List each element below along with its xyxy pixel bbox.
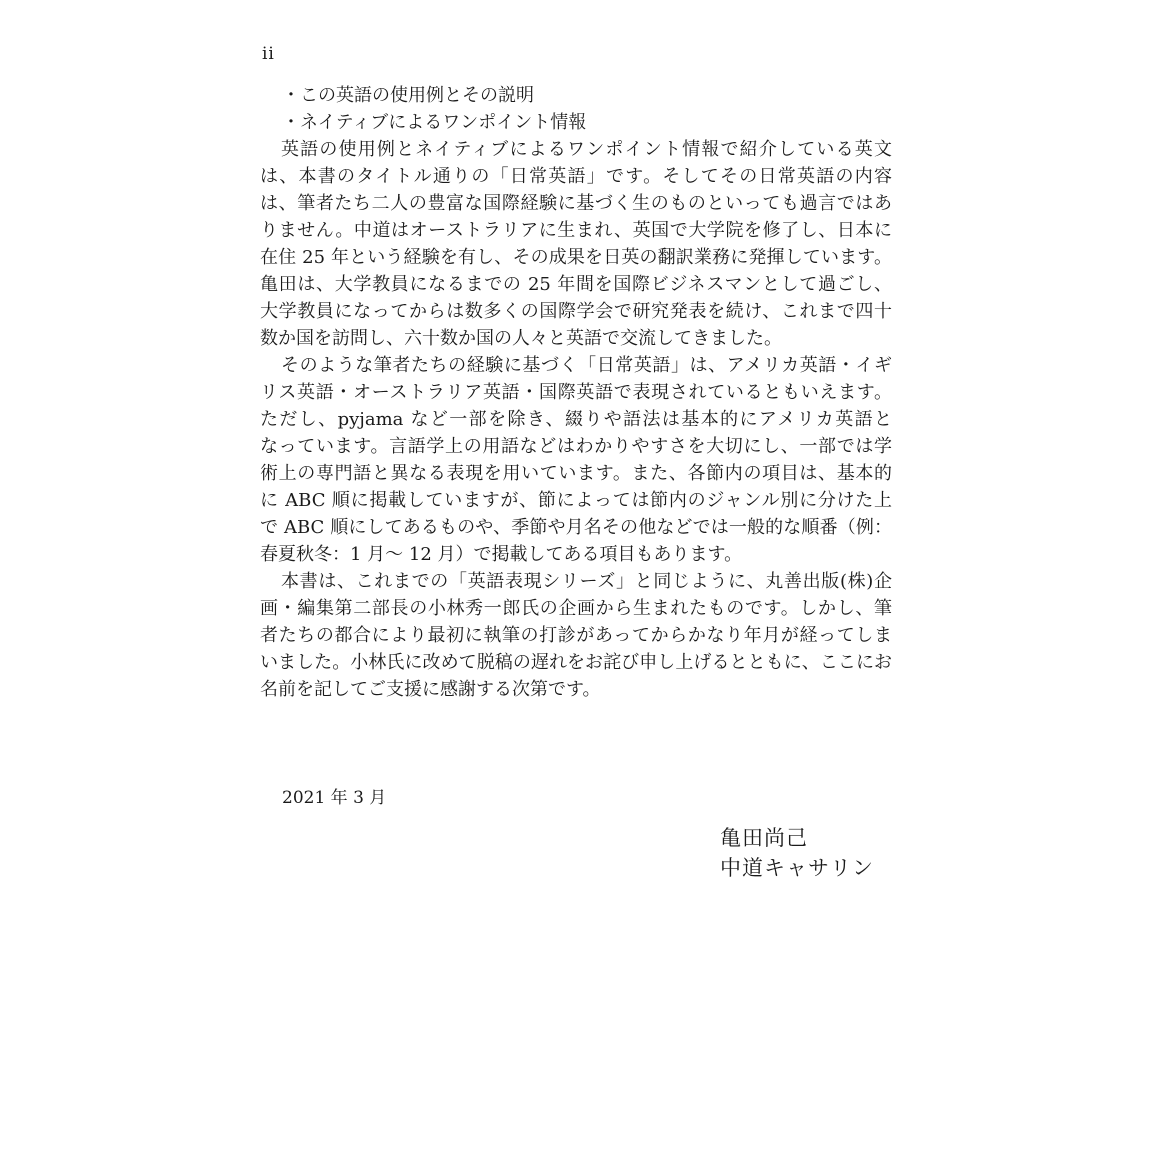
bullet-item: ・ネイティブによるワンポイント情報: [282, 112, 587, 133]
paragraph-2-line: 春夏秋冬：1 月～ 12 月）で掲載してある項目もあります。: [260, 544, 743, 565]
bullet-item: ・この英語の使用例とその説明: [282, 85, 534, 106]
paragraph-1-line: 大学教員になってからは数多くの国際学会で研究発表を続け、これまで四十: [260, 301, 892, 322]
author-name: 中道キャサリン: [720, 856, 874, 880]
paragraph-3-line: 者たちの都合により最初に執筆の打診があってからかなり年月が経ってしま: [260, 625, 892, 646]
paragraph-2-line: で ABC 順にしてあるものや、季節や月名その他などでは一般的な順番（例：: [260, 517, 892, 538]
paragraph-1-line: りません。中道はオーストラリアに生まれ、英国で大学院を修了し、日本に: [260, 220, 892, 241]
paragraph-3-line: 本書は、これまでの「英語表現シリーズ」と同じように、丸善出版(株)企: [281, 571, 892, 592]
author-name: 亀田尚己: [720, 826, 808, 850]
paragraph-1-line: は、本書のタイトル通りの「日常英語」です。そしてその日常英語の内容: [260, 166, 892, 187]
paragraph-2-line: リス英語・オーストラリア英語・国際英語で表現されているともいえます。: [260, 382, 892, 403]
paragraph-2-line: ただし、pyjama など一部を除き、綴りや語法は基本的にアメリカ英語と: [260, 409, 892, 430]
body-text: [260, 136, 892, 703]
paragraph-2-line: なっています。言語学上の用語などはわかりやすさを大切にし、一部では学: [260, 436, 892, 457]
paragraph-1-line: 亀田は、大学教員になるまでの 25 年間を国際ビジネスマンとして過ごし、: [260, 274, 892, 295]
paragraph-2-line: 術上の専門語と異なる表現を用いています。また、各節内の項目は、基本的: [260, 463, 892, 484]
paragraph-2-line: そのような筆者たちの経験に基づく「日常英語」は、アメリカ英語・イギ: [281, 355, 892, 376]
paragraph-1-line: 数か国を訪問し、六十数か国の人々と英語で交流してきました。: [260, 328, 782, 349]
date: 2021 年 3 月: [282, 788, 387, 808]
bullet-list: [282, 82, 586, 136]
paragraph-1-line: 英語の使用例とネイティブによるワンポイント情報で紹介している英文: [281, 139, 892, 160]
paragraph-1-line: は、筆者たち二人の豊富な国際経験に基づく生のものといっても過言ではあ: [260, 193, 892, 214]
page-number: ii: [262, 44, 275, 64]
paragraph-2-line: に ABC 順に掲載していますが、節によっては節内のジャンル別に分けた上: [260, 490, 892, 511]
authors: [720, 823, 874, 883]
paragraph-3-line: いました。小林氏に改めて脱稿の遅れをお詫び申し上げるとともに、ここにお: [260, 652, 892, 673]
paragraph-1-line: 在住 25 年という経験を有し、その成果を日英の翻訳業務に発揮しています。: [260, 247, 892, 268]
paragraph-3-line: 画・編集第二部長の小林秀一郎氏の企画から生まれたものです。しかし、筆: [260, 598, 892, 619]
paragraph-3-line: 名前を記してご支援に感謝する次第です。: [260, 679, 601, 700]
